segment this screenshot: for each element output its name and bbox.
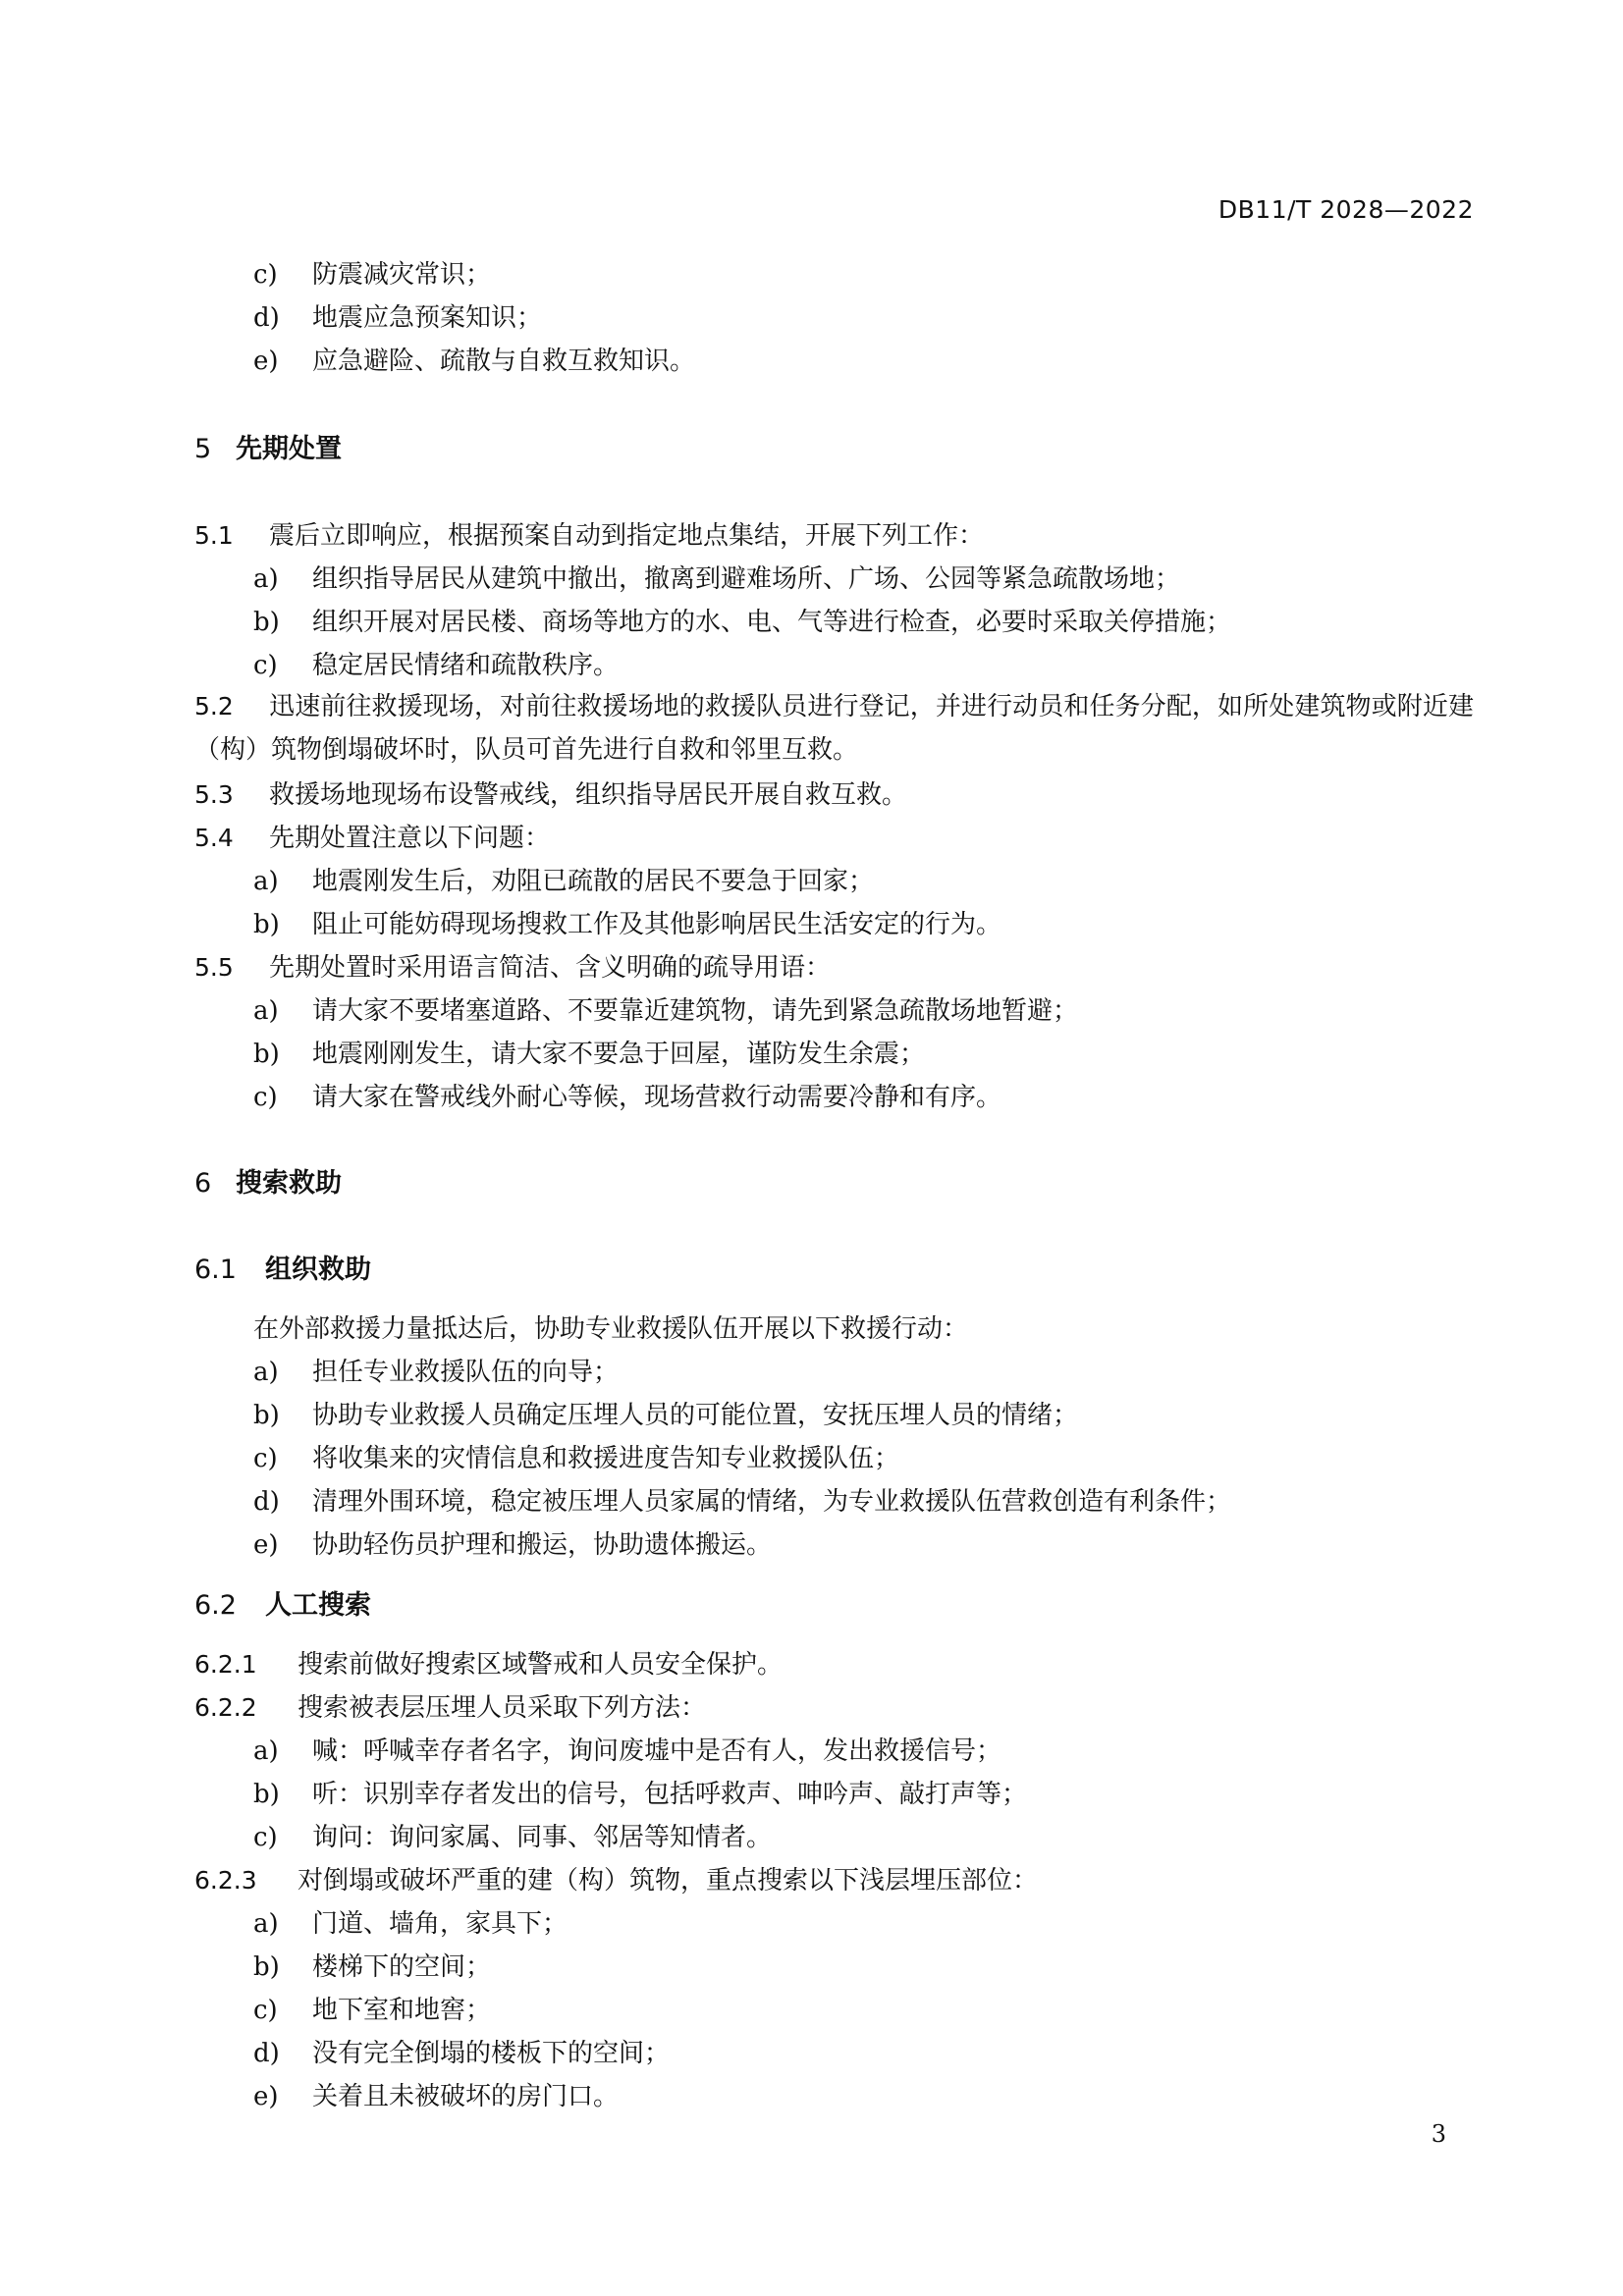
- list-item: [253, 2081, 1474, 2112]
- list-text: 将收集来的灾情信息和救援进度告知专业救援队伍；: [312, 1444, 900, 1473]
- clause: [194, 823, 1474, 854]
- clause-number: 6.2.2: [194, 1693, 257, 1722]
- list-item: [253, 995, 1474, 1027]
- clause: [194, 1649, 1474, 1681]
- list-text: 应急避险、疏散与自救互救知识。: [312, 347, 696, 376]
- clause-number: 6.2.3: [194, 1866, 257, 1895]
- document-code: DB11/T 2028—2022: [1217, 195, 1474, 224]
- list-item: [253, 1082, 1474, 1113]
- list-item: [253, 1995, 1474, 2026]
- list-item: [253, 607, 1474, 638]
- list-item: [253, 302, 1474, 334]
- clause-number: 6.2.1: [194, 1650, 257, 1679]
- list-marker: a): [253, 996, 279, 1026]
- list-item: [253, 1951, 1474, 1983]
- list-text: 喊：呼喊幸存者名字，询问废墟中是否有人，发出救援信号；: [312, 1736, 1002, 1766]
- subsection-heading: [194, 1255, 1474, 1286]
- list-marker: d): [253, 303, 280, 333]
- clause-number: 5.2: [194, 692, 234, 721]
- section-number: 6: [194, 1168, 212, 1199]
- list-marker: b): [253, 1401, 280, 1430]
- clause-text: 迅速前往救援现场，对前往救援场地的救援队员进行登记，并进行动员和任务分配，如所处建筑物或附近建（构）筑物倒塌破坏时，队员可首先进行自救和邻里互救。: [194, 692, 1474, 765]
- clause: [194, 1692, 1474, 1724]
- list-marker: b): [253, 910, 280, 939]
- list-item: [253, 866, 1474, 897]
- list-marker: c): [253, 1996, 278, 2025]
- clause-text: 对倒塌或破坏严重的建（构）筑物，重点搜索以下浅层埋压部位：: [298, 1866, 1039, 1896]
- clause-number: 5.3: [194, 780, 234, 809]
- list-marker: b): [253, 1952, 280, 1982]
- list-text: 防震减灾常识；: [312, 260, 492, 290]
- section-title: 先期处置: [236, 434, 342, 464]
- list-text: 楼梯下的空间；: [312, 1952, 492, 1982]
- list-marker: d): [253, 2039, 280, 2068]
- subsection-title: 人工搜索: [265, 1590, 371, 1621]
- list-text: 关着且未被破坏的房门口。: [312, 2082, 620, 2111]
- list-text: 听：识别幸存者发出的信号，包括呼救声、呻吟声、敲打声等；: [312, 1780, 1028, 1809]
- clause-text: 震后立即响应，根据预案自动到指定地点集结，开展下列工作：: [269, 521, 985, 551]
- section-heading: [194, 434, 1474, 465]
- clause-number: 5.5: [194, 953, 234, 982]
- list-marker: b): [253, 1780, 280, 1809]
- list-text: 清理外围环境，稳定被压埋人员家属的情绪，为专业救援队伍营救创造有利条件；: [312, 1487, 1232, 1517]
- clause-text: 先期处置注意以下问题：: [269, 824, 551, 853]
- subsection-title: 组织救助: [265, 1255, 371, 1285]
- clause: [194, 1865, 1474, 1896]
- list-text: 担任专业救援队伍的向导；: [312, 1358, 620, 1387]
- subsection-number: 6.2: [194, 1590, 237, 1621]
- list-item: [253, 1400, 1474, 1431]
- clause-text: 先期处置时采用语言简洁、含义明确的疏导用语：: [269, 953, 832, 983]
- list-text: 稳定居民情绪和疏散秩序。: [312, 651, 620, 680]
- list-text: 组织指导居民从建筑中撤出，撤离到避难场所、广场、公园等紧急疏散场地；: [312, 564, 1181, 594]
- list-text: 地震应急预案知识；: [312, 303, 543, 333]
- list-marker: e): [253, 347, 279, 376]
- list-item: [253, 1486, 1474, 1518]
- list-item: [253, 1039, 1474, 1070]
- list-text: 询问：询问家属、同事、邻居等知情者。: [312, 1823, 773, 1852]
- list-item: [253, 259, 1474, 291]
- list-item: [253, 1735, 1474, 1767]
- list-marker: a): [253, 1736, 279, 1766]
- clause-text: 救援场地现场布设警戒线，组织指导居民开展自救互救。: [269, 780, 908, 810]
- clause-text: 搜索前做好搜索区域警戒和人员安全保护。: [298, 1650, 784, 1680]
- clause: [194, 685, 1474, 772]
- list-text: 阻止可能妨碍现场搜救工作及其他影响居民生活安定的行为。: [312, 910, 1002, 939]
- section-title: 搜索救助: [236, 1168, 342, 1199]
- list-item: [253, 650, 1474, 681]
- list-text: 没有完全倒塌的楼板下的空间；: [312, 2039, 671, 2068]
- section-heading: [194, 1168, 1474, 1200]
- list-text: 门道、墙角，家具下；: [312, 1909, 568, 1939]
- list-marker: a): [253, 564, 279, 594]
- list-marker: c): [253, 260, 278, 290]
- clause-number: 5.1: [194, 521, 234, 550]
- list-item: [253, 346, 1474, 377]
- list-marker: b): [253, 608, 280, 637]
- clause: [194, 779, 1474, 811]
- paragraph: 在外部救援力量抵达后，协助专业救援队伍开展以下救援行动：: [253, 1314, 969, 1344]
- list-marker: c): [253, 1444, 278, 1473]
- list-marker: a): [253, 1358, 279, 1387]
- list-text: 协助轻伤员护理和搬运，协助遗体搬运。: [312, 1530, 773, 1560]
- list-item: [253, 1529, 1474, 1561]
- list-item: [253, 1357, 1474, 1388]
- list-text: 请大家在警戒线外耐心等候，现场营救行动需要冷静和有序。: [312, 1083, 1002, 1112]
- list-marker: d): [253, 1487, 280, 1517]
- list-marker: c): [253, 651, 278, 680]
- list-item: [253, 909, 1474, 940]
- subsection-number: 6.1: [194, 1255, 237, 1285]
- list-marker: c): [253, 1083, 278, 1112]
- list-marker: b): [253, 1040, 280, 1069]
- list-text: 地震刚刚发生，请大家不要急于回屋，谨防发生余震；: [312, 1040, 926, 1069]
- list-marker: c): [253, 1823, 278, 1852]
- section-number: 5: [194, 434, 212, 464]
- list-text: 地下室和地窖；: [312, 1996, 492, 2025]
- clause-number: 5.4: [194, 824, 234, 852]
- list-marker: a): [253, 1909, 279, 1939]
- page-number: 3: [1431, 2120, 1446, 2148]
- list-item: [253, 1908, 1474, 1940]
- list-marker: e): [253, 1530, 279, 1560]
- list-item: [253, 2038, 1474, 2069]
- list-text: 组织开展对居民楼、商场等地方的水、电、气等进行检查，必要时采取关停措施；: [312, 608, 1232, 637]
- list-text: 协助专业救援人员确定压埋人员的可能位置，安抚压埋人员的情绪；: [312, 1401, 1079, 1430]
- list-item: [253, 1822, 1474, 1853]
- subsection-heading: [194, 1590, 1474, 1622]
- list-item: [253, 1779, 1474, 1810]
- clause: [194, 952, 1474, 984]
- clause: [194, 520, 1474, 552]
- list-marker: e): [253, 2082, 279, 2111]
- list-item: [253, 1443, 1474, 1474]
- list-text: 地震刚发生后，劝阻已疏散的居民不要急于回家；: [312, 867, 875, 896]
- list-item: [253, 563, 1474, 595]
- list-marker: a): [253, 867, 279, 896]
- list-text: 请大家不要堵塞道路、不要靠近建筑物，请先到紧急疏散场地暂避；: [312, 996, 1079, 1026]
- clause-text: 搜索被表层压埋人员采取下列方法：: [298, 1693, 707, 1723]
